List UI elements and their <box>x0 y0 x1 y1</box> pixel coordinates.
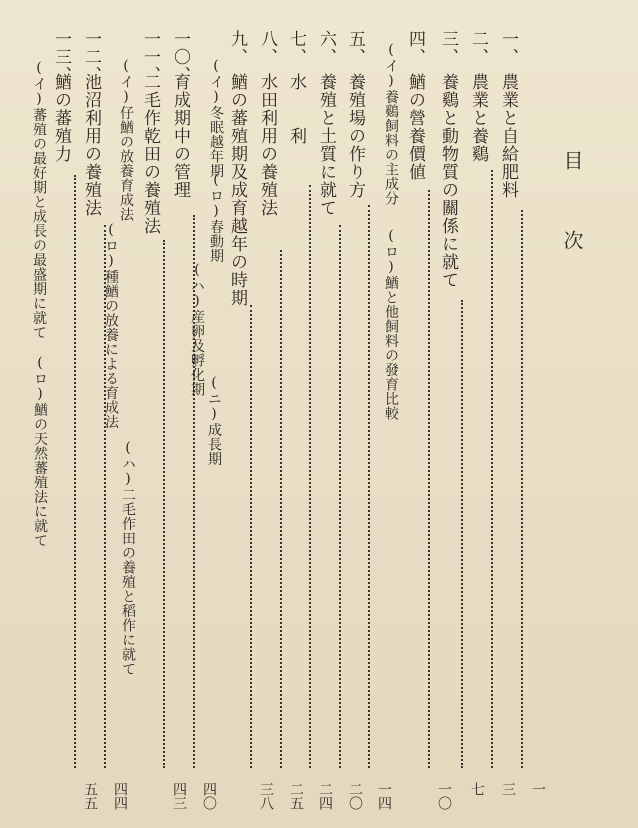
leader-dots <box>491 170 493 768</box>
subentry: (イ)養鷄飼料の主成分 <box>383 42 399 206</box>
entry-title: 鰌の營養價値 <box>405 73 425 181</box>
toc-heading: 目次 <box>560 150 584 310</box>
leader-dots <box>163 240 165 768</box>
page-number: 二四 <box>317 782 333 810</box>
subentry: (ロ)春動期 <box>208 172 224 263</box>
entry-title: 池沼利用の養殖法 <box>81 73 101 217</box>
entry-number: 一二、 <box>81 30 101 84</box>
entry-title: 二毛作乾田の養殖法 <box>140 73 160 235</box>
page-number: 一〇 <box>436 782 452 810</box>
page-number: 五五 <box>82 782 98 810</box>
page-number: 三 <box>500 782 516 796</box>
leader-dots <box>461 300 463 768</box>
entry-number: 四、 <box>405 30 425 66</box>
leader-dots <box>309 185 311 768</box>
entry-number: 一三、 <box>51 30 71 84</box>
subentry: (イ)蕃殖の最好期と成長の最盛期に就て <box>31 60 47 340</box>
page-number: 四三 <box>171 782 187 810</box>
page-number: 二五 <box>288 782 304 810</box>
leader-dots <box>428 190 430 768</box>
entry-title: 水田利用の養殖法 <box>257 73 277 217</box>
entry-number: 二、 <box>468 30 488 66</box>
leader-dots <box>339 225 341 768</box>
page-number: 四四 <box>112 782 128 810</box>
entry-number: 一、 <box>498 30 518 66</box>
entry-title: 鰌の蕃殖期及成育越年の時期 <box>227 73 247 307</box>
page-number: 三八 <box>258 782 274 810</box>
leader-dots <box>521 210 523 768</box>
page-number: 一四 <box>376 782 392 810</box>
entry-title: 養殖と土質に就て <box>316 73 336 217</box>
entry-title: 水 利 <box>286 73 306 145</box>
subentry: (ロ)鰌の天然蕃殖法に就て <box>32 355 48 548</box>
entry-number: 三、 <box>438 30 458 66</box>
entry-number: 七、 <box>286 30 306 66</box>
subentry: (イ)仔鰌の放養育成法 <box>118 58 134 222</box>
entry-number: 五、 <box>345 30 365 66</box>
entry-number: 六、 <box>316 30 336 66</box>
entry-title: 農業と養鷄 <box>468 73 488 163</box>
entry-title: 養鷄と動物質の關係に就て <box>438 73 458 289</box>
subentry: (イ)冬眠越年期 <box>208 58 224 178</box>
page-number: 七 <box>469 782 485 796</box>
page-number: 二〇 <box>347 782 363 810</box>
entry-title: 養殖場の作り方 <box>345 73 365 199</box>
subentry: (ハ)産卵及孵化期 <box>189 262 205 397</box>
entry-number: 一一、 <box>140 30 160 84</box>
leader-dots <box>250 305 252 768</box>
page-number: 一 <box>530 782 546 796</box>
subentry: (ニ)成長期 <box>206 375 222 466</box>
entry-title: 農業と自給肥料 <box>498 73 518 199</box>
entry-title: 鰌の蕃殖力 <box>51 73 71 163</box>
subentry: (ロ)鰌と他飼料の發育比較 <box>383 228 399 421</box>
subentry: (ハ)二毛作田の養殖と稻作に就て <box>120 440 136 676</box>
leader-dots <box>280 250 282 768</box>
entry-number: 八、 <box>257 30 277 66</box>
leader-dots <box>74 175 76 768</box>
subentry: (ロ)種鰌の放養による育成法 <box>103 222 119 429</box>
leader-dots <box>368 205 370 768</box>
entry-number: 九、 <box>227 30 247 66</box>
entry-title: 育成期中の管理 <box>170 73 190 199</box>
page-number: 四〇 <box>201 782 217 810</box>
entry-number: 一〇、 <box>170 30 190 84</box>
